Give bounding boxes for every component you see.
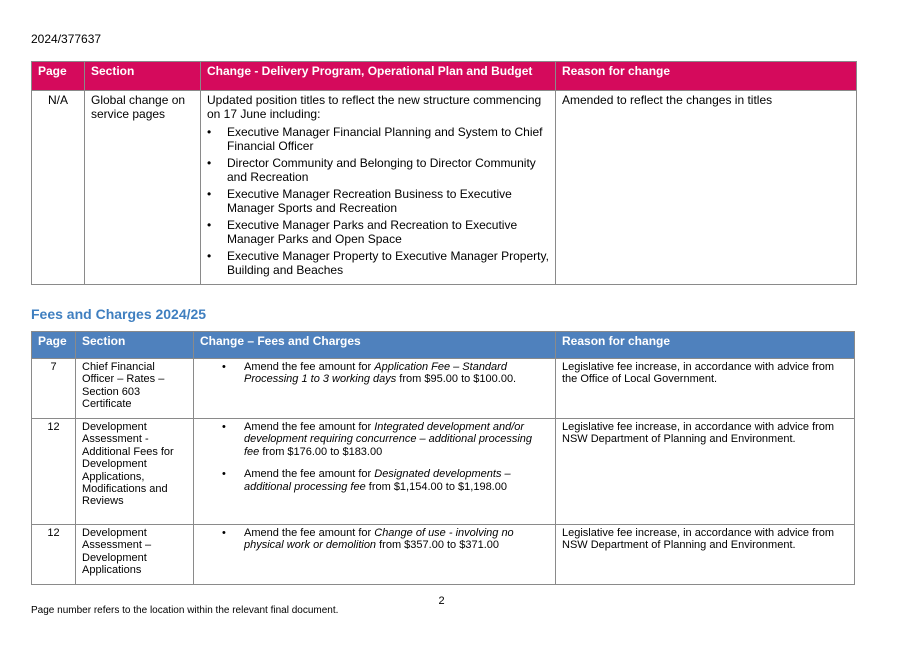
table-row — [32, 91, 857, 285]
delivery-program-changes-table — [31, 61, 857, 285]
list-item: • Executive Manager Parks and Recreation to Executive Manager Parks and Open Space — [227, 218, 549, 246]
cell-section: Development Assessment – Development Applications — [76, 525, 194, 585]
cell-change — [194, 419, 556, 525]
title-change-list — [207, 125, 549, 277]
table-header-row — [32, 62, 857, 91]
fee-change-list — [200, 421, 549, 493]
cell-section: Chief Financial Officer – Rates – Section 603 Certificate — [76, 359, 194, 419]
cell-page: 7 — [32, 359, 76, 419]
cell-section: Global change on service pages — [85, 91, 201, 285]
cell-change — [194, 525, 556, 585]
header-page: Page — [32, 62, 85, 91]
cell-reason: Legislative fee increase, in accordance with advice from NSW Department of Planning and Environment. — [556, 525, 855, 585]
list-item: • Director Community and Belonging to Director Community and Recreation — [227, 156, 549, 184]
cell-page: 12 — [32, 525, 76, 585]
table-header-row — [32, 332, 855, 359]
cell-reason: Legislative fee increase, in accordance with advice from the Office of Local Government. — [556, 359, 855, 419]
table-row — [32, 359, 855, 419]
list-item: • Amend the fee amount for Application Fee – Standard Processing 1 to 3 working days from $95.00 to $100.00. — [244, 361, 549, 386]
change-intro: Updated position titles to reflect the new structure commencing on 17 June including: — [207, 93, 542, 121]
fee-change-list — [200, 527, 549, 552]
cell-change — [194, 359, 556, 419]
cell-page: N/A — [32, 91, 85, 285]
cell-page: 12 — [32, 419, 76, 525]
header-section: Section — [85, 62, 201, 91]
fees-and-charges-table — [31, 331, 855, 585]
table-row — [32, 419, 855, 525]
list-item: • Executive Manager Financial Planning and System to Chief Financial Officer — [227, 125, 549, 153]
section-heading: Fees and Charges 2024/25 — [31, 306, 207, 322]
page-number: 2 — [438, 595, 445, 607]
cell-section: Development Assessment - Additional Fees for Development Applications, Modifications and Reviews — [76, 419, 194, 525]
header-reason: Reason for change — [556, 62, 857, 91]
header-change: Change – Fees and Charges — [194, 332, 556, 359]
table-row — [32, 525, 855, 585]
fee-change-list — [200, 361, 549, 386]
document-reference: 2024/377637 — [31, 32, 102, 46]
header-change: Change - Delivery Program, Operational Plan and Budget — [201, 62, 556, 91]
list-item: • Amend the fee amount for Designated developments – additional processing fee from $1,154.00 to $1,198.00 — [244, 468, 549, 493]
cell-reason: Amended to reflect the changes in titles — [556, 91, 857, 285]
cell-change — [201, 91, 556, 285]
footnote: Page number refers to the location within the relevant final document. — [31, 605, 339, 616]
list-item: • Amend the fee amount for Change of use - involving no physical work or demolition from $357.00 to $371.00 — [244, 527, 549, 552]
header-reason: Reason for change — [556, 332, 855, 359]
list-item: • Amend the fee amount for Integrated development and/or development requiring concurrence – additional processing fee from $176.00 to $183.00 — [244, 421, 549, 458]
header-section: Section — [76, 332, 194, 359]
cell-reason: Legislative fee increase, in accordance with advice from NSW Department of Planning and Environment. — [556, 419, 855, 525]
list-item: • Executive Manager Property to Executive Manager Property, Building and Beaches — [227, 249, 549, 277]
header-page: Page — [32, 332, 76, 359]
list-item: • Executive Manager Recreation Business to Executive Manager Sports and Recreation — [227, 187, 549, 215]
